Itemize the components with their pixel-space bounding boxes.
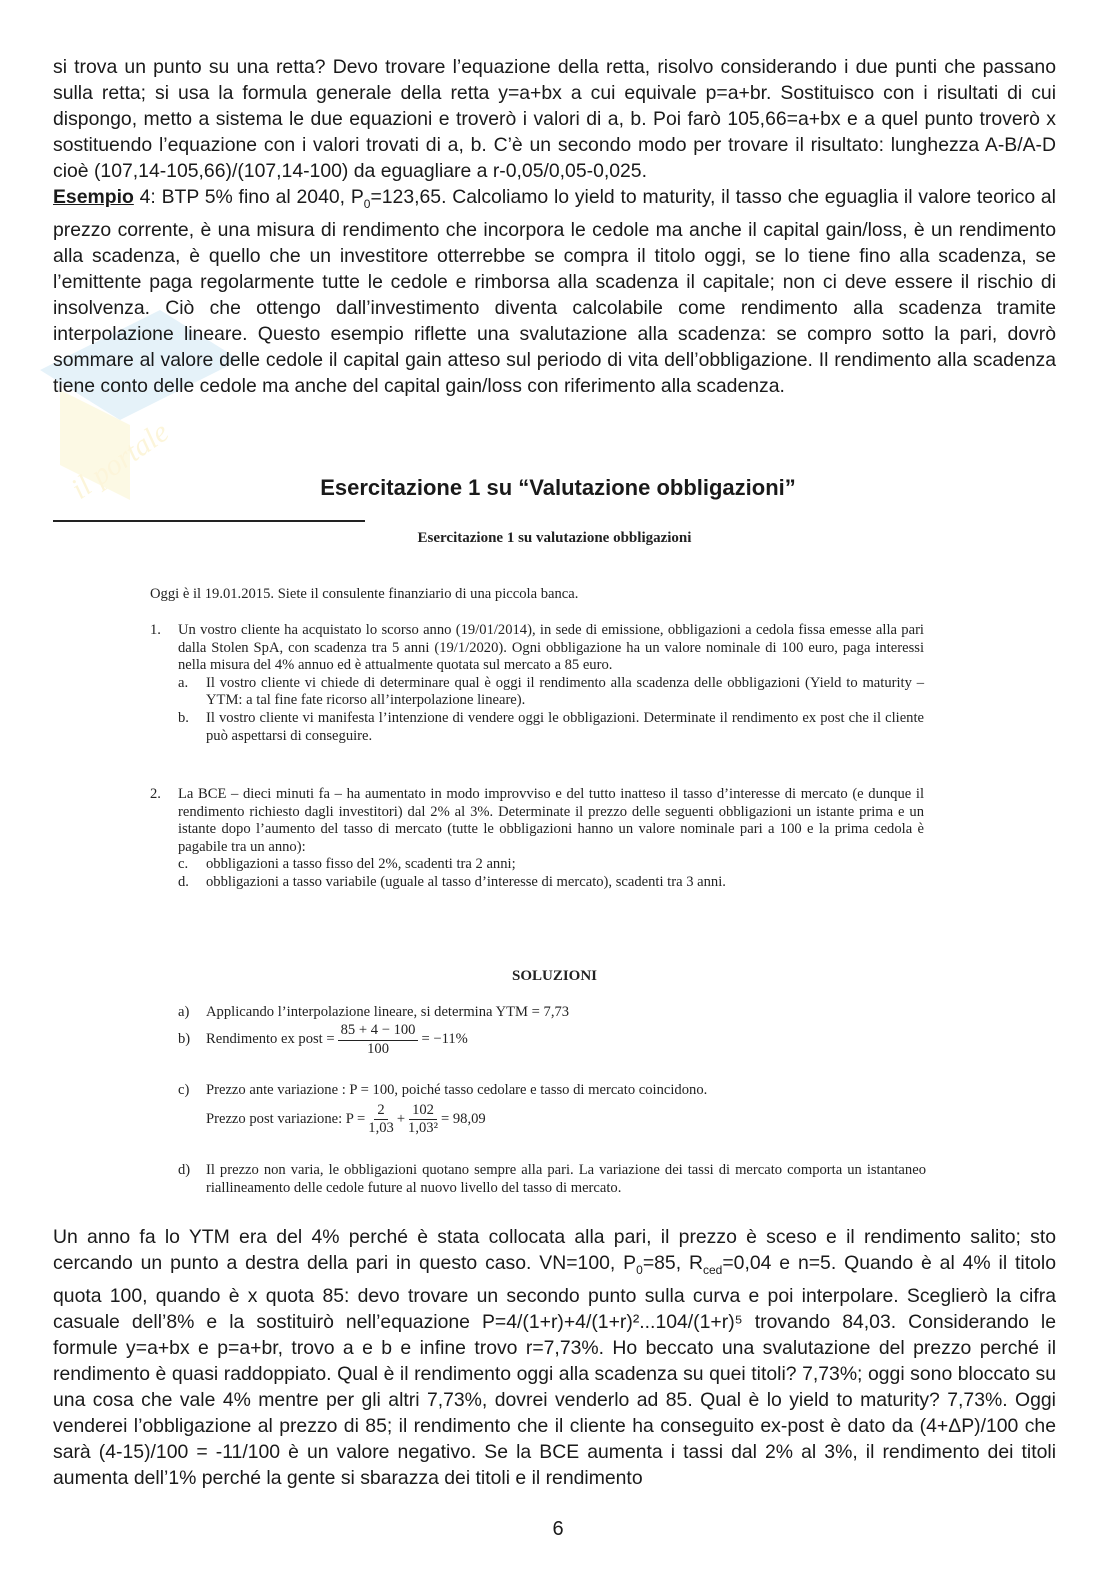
- intro-paragraph: si trova un punto su una retta? Devo trovare l’equazione della retta, risolvo considerando i due punti che passano sulla retta; si usa la formula generale della retta y=a+bx a cui equivale p=a+br. Sostituisco con i risultati di cui dispongo, metto a sistema le due equazioni e troverò i valori di a, b. Poi farò 105,66=a+bx e a quel punto troverò x sostituendo l’equazione con i valori trovati di a, b. C’è un secondo modo per trovare il risultato: lunghezza A-B/A-D cioè (107,14-105,66)/(107,14-100) da eguagliare a r-0,05/0,05-0,025. Esempio 4: BTP 5% fino al 2040, $P_0=123,65$. Calcoliamo lo yield to maturity, il tasso che eguaglia il valore teorico al prezzo corrente, è una misura di rendimento che incorpora le cedole ma anche il capital gain/loss, è un rendimento alla scadenza, è quello che un investitore otterrebbe se compra il titolo oggi, se lo tiene fino alla scadenza, se l’emittente paga regolarmente tutte le cedole e rimborsa alla scadenza il capitale; non ci deve essere il rischio di insolvenza. Ciò che ottengo dall’investimento diventa calcolabile come rendimento alla scadenza tramite interpolazione lineare. Questo esempio riflette una svalutazione alla scadenza: se compro sotto la pari, dovrò sommare al valore delle cedole il capital gain atteso sul periodo di vita dell’obbligazione. Il rendimento alla scadenza tiene conto delle cedole ma anche del capital gain/loss con riferimento alla scadenza.: [53, 56, 1056, 397]
- scanned-exercise: [53, 510, 1056, 1220]
- scan-intro: Oggi è il 19.01.2015. Siete il consulente finanziario di una piccola banca.: [150, 586, 579, 602]
- solution-d: d) Il prezzo non varia, le obbligazioni quotano sempre alla pari. La variazione dei tassi di mercato comporta un istantaneo riallineamento delle cedole future al nuovo livello del tasso di mercato.: [178, 1162, 926, 1196]
- example-4-paragraph: Esempio 4: BTP 5% fino al 2040, $P_0=123,65$. Calcoliamo lo yield to maturity, il tasso che eguaglia il valore teorico al prezzo corrente, è una misura di rendimento che incorpora le cedole ma anche il capital gain/loss, è un rendimento alla scadenza, è quello che un investitore otterrebbe se compra il titolo oggi, se lo tiene fino alla scadenza, se l’emittente paga regolarmente tutte le cedole e rimborsa alla scadenza il capitale; non ci deve essere il rischio di insolvenza. Ciò che ottengo dall’investimento diventa calcolabile come rendimento alla scadenza tramite interpolazione lineare. Questo esempio riflette una svalutazione alla scadenza: se compro sotto la pari, dovrò sommare al valore delle cedole il capital gain atteso sul periodo di vita dell’obbligazione. Il rendimento alla scadenza tiene conto delle cedole ma anche del capital gain/loss con riferimento alla scadenza.: [53, 186, 1056, 397]
- page-number: 6: [552, 1518, 564, 1540]
- section-title: Esercitazione 1 su “Valutazione obbligazioni”: [320, 475, 796, 500]
- solution-a: a) Applicando l’interpolazione lineare, si determina YTM = 7,73: [178, 1004, 570, 1020]
- closing-paragraph: Un anno fa lo YTM era del 4% perché è stata collocata alla pari, il prezzo è sceso e il rendimento salito; sto cercando un punto a destra della pari in questo caso. VN=100, $P_0=85$, $R_{ced}=0,04$ e n=5. Quando è al 4% il titolo quota 100, quando è x quota 85: devo trovare un secondo punto sulla curva e poi interpolare. Sceglierò la cifra casuale dell’8% e la sostituirò nell’equazione P=4/(1+r)+4/(1+r)²...104/(1+r)⁵ trovando 84,03. Considerando le formule y=a+bx e p=a+br, trovo a e b e infine trovo r=7,73%. Ho beccato una svalutazione del prezzo perché il rendimento è quasi raddoppiato. Qual è il rendimento oggi alla scadenza su quei titoli? 7,73%; oggi sono bloccato su una cosa che vale 4% mentre per gli altri 7,73%, dovrei venderlo ad 85. Qual è lo yield to maturity? 7,73%. Oggi venderei l’obbligazione al prezzo di 85; il rendimento che il cliente ha conseguito ex-post è dato da (4+ΔP)/100 che sarà (4-15)/100 = -11/100 è un valore negativo. Se la BCE aumenta i tassi dal 2% al 3%, il rendimento dei titoli aumenta dell’1% perché la gente si sbarazza dei titoli e il rendimento: [53, 1226, 1056, 1489]
- svg-text:il portale: il portale: [65, 415, 175, 506]
- solutions-title: SOLUZIONI: [511, 968, 598, 984]
- solution-b: b) Rendimento ex post = $\frac{85 + 4 - 100}{100}$ = −11%: [178, 1022, 468, 1057]
- question-2: 2. La BCE – dieci minuti fa – ha aumentato in modo improvviso e del tutto inatteso il tasso d’interesse di mercato (e dunque il rendimento richiesto dagli investitori) dal 2% al 3%. Determinate il prezzo delle seguenti obbligazioni un istante prima e un istante dopo l’aumento del tasso di mercato (tutte le obbligazioni hanno un valore nominale pari a 100 e la prima cedola è pagabile tra un anno): c. obbligazioni a tasso fisso del 2%, scadenti tra 2 anni; d. obbligazioni a tasso variabile (uguale al tasso d’interesse di mercato), scadenti tra 3 anni.: [150, 786, 924, 890]
- solution-c: c) Prezzo ante variazione : P = 100, poiché tasso cedolare e tasso di mercato coincidono. Prezzo post variazione: P = $\frac{2}{1,03}$ + $\frac{102}{\text{1,03²}}$ = 98,09: [178, 1082, 708, 1137]
- question-1: 1. Un vostro cliente ha acquistato lo scorso anno (19/01/2014), in sede di emissione, obbligazioni a cedola fissa emesse alla pari dalla Stolen SpA, con scadenza tra 5 anni (19/1/2020). Ogni obbligazione ha un valore nominale di 100 euro, paga interessi nella misura del 4% annuo ed è attualmente quotata sul mercato a 85 euro. a. Il vostro cliente vi chiede di determinare qual è oggi il rendimento alla scadenza delle obbligazioni (Yield to maturity – YTM: a tal fine fate ricorso all’interpolazione lineare). b. Il vostro cliente vi manifesta l’intenzione di vendere oggi le obbligazioni. Determinate il rendimento ex post che il cliente può aspettarsi di conseguire.: [150, 622, 924, 744]
- example-label: Esempio: [53, 186, 134, 208]
- scan-title: Esercitazione 1 su valutazione obbligazioni: [417, 530, 692, 546]
